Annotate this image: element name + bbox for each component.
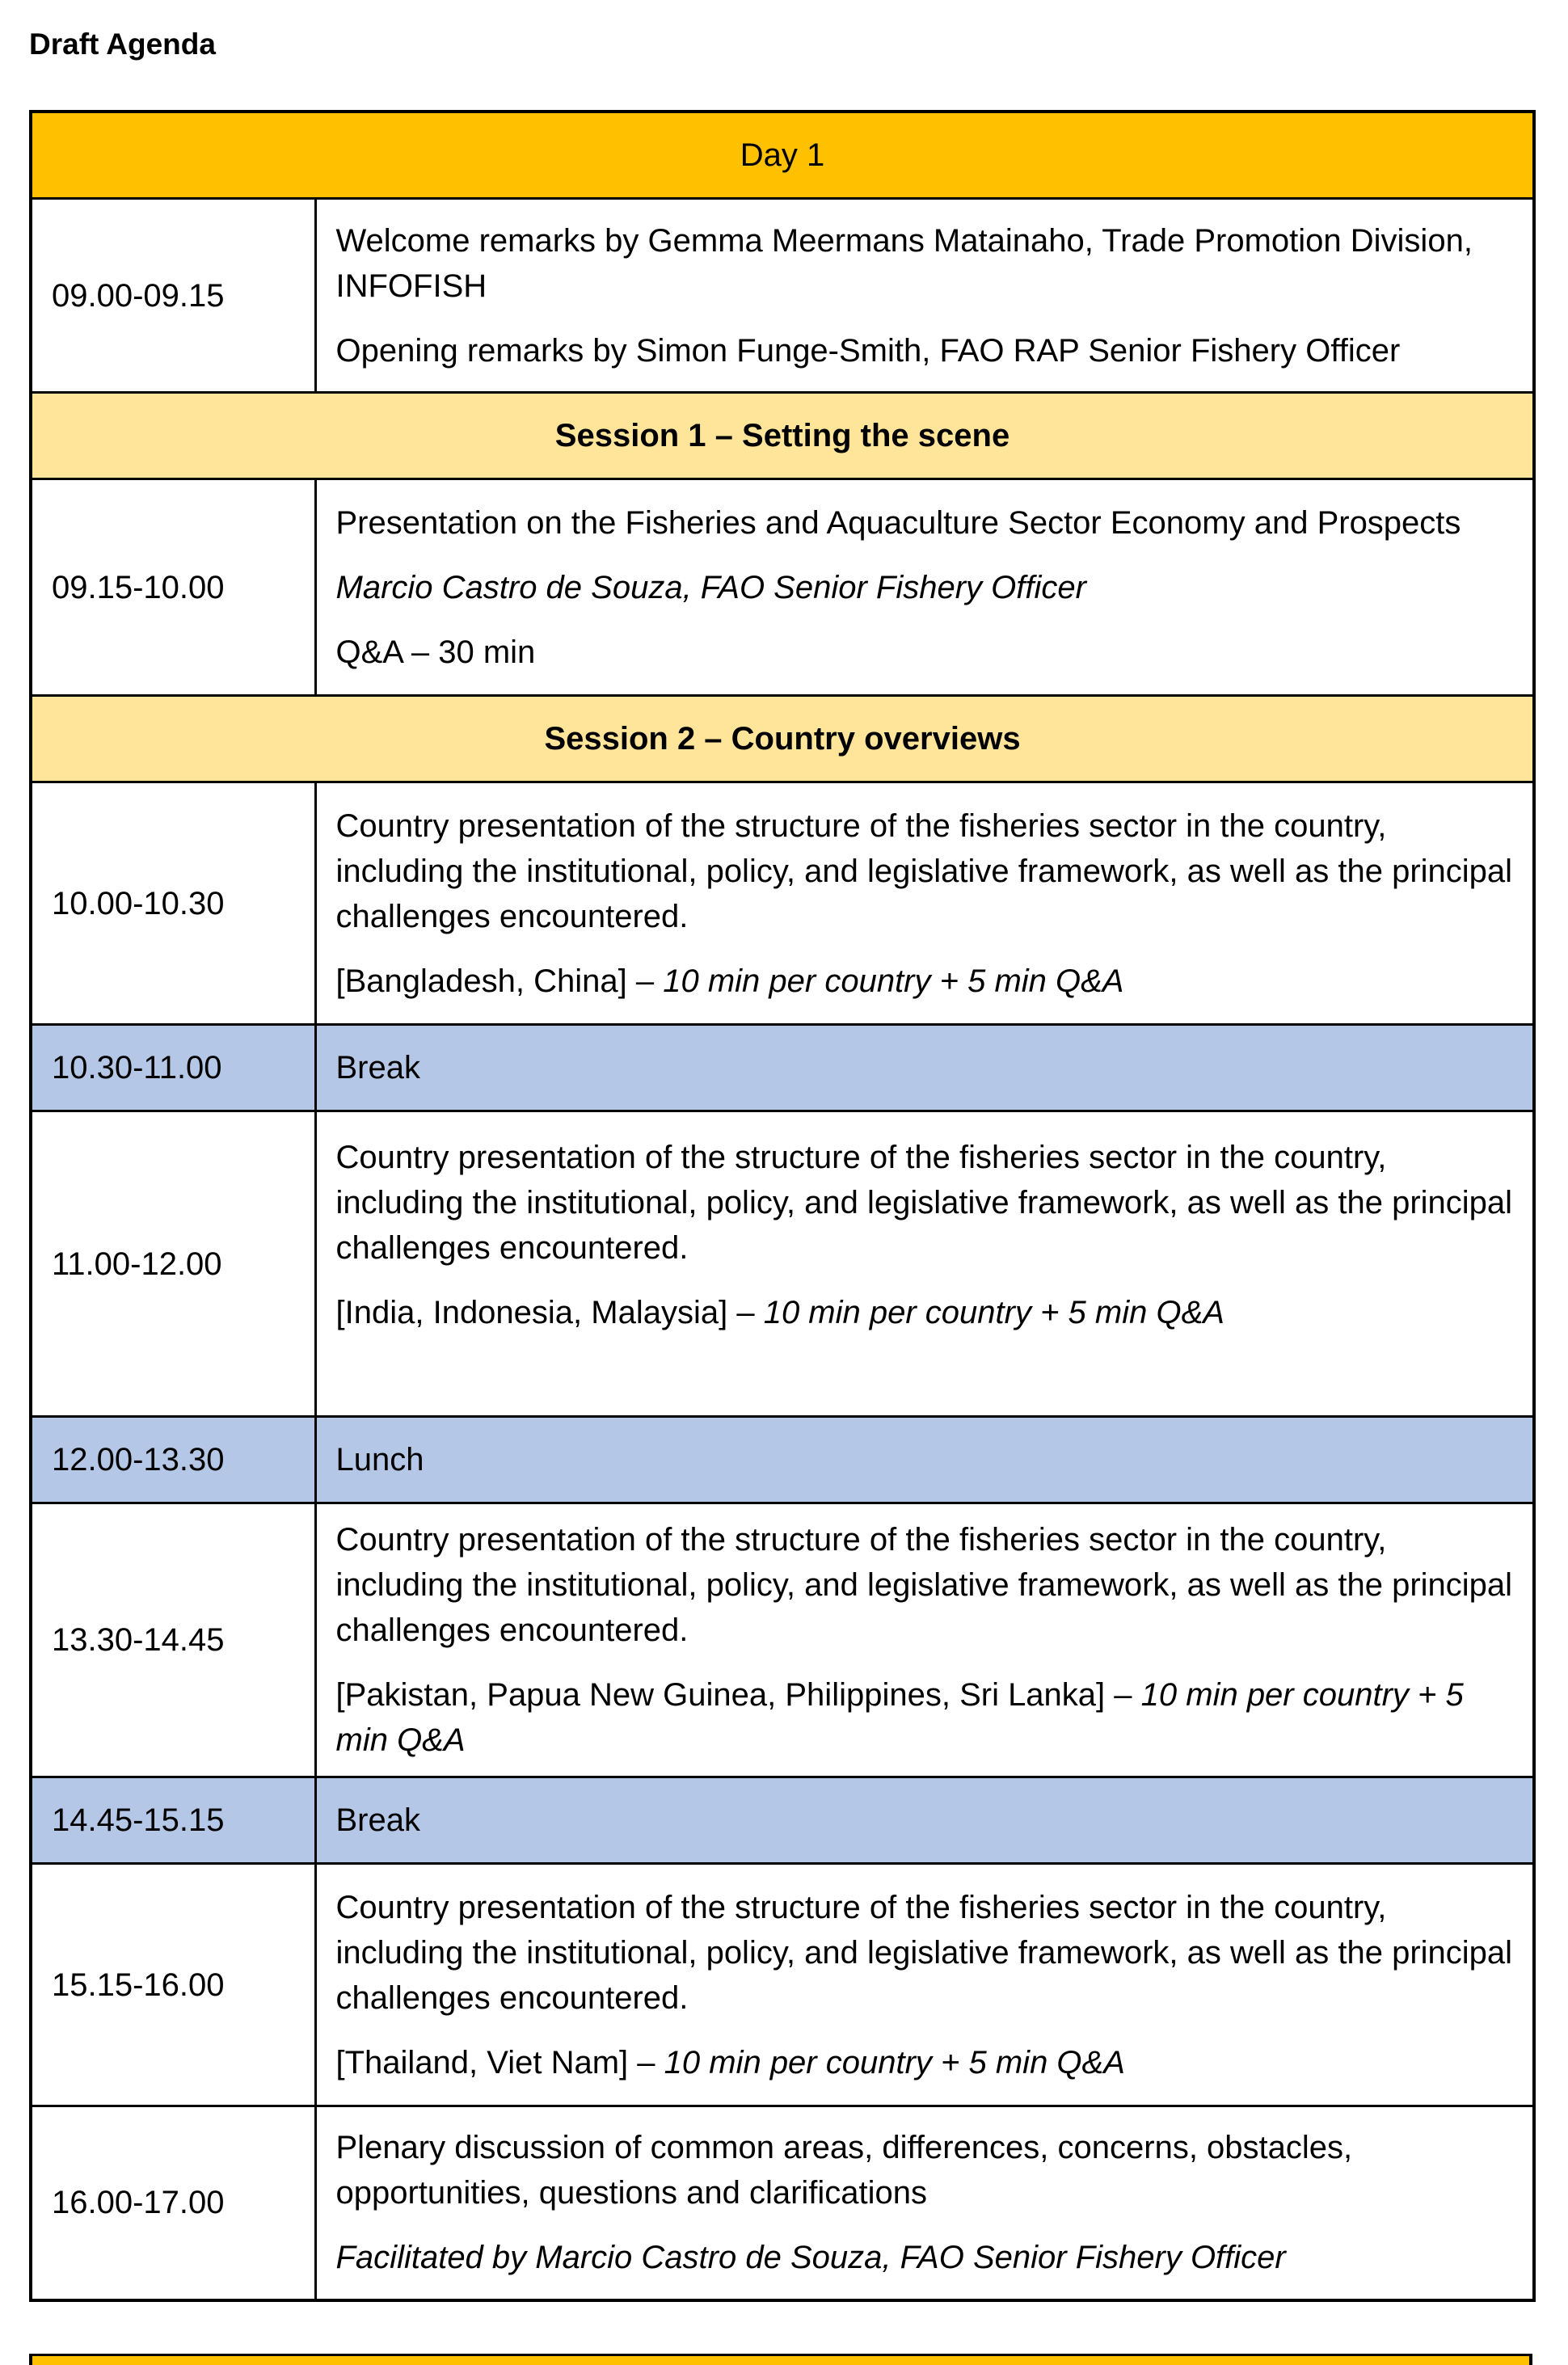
welcome-remarks: Welcome remarks by Gemma Meermans Matainaho, Trade Promotion Division, INFOFISH <box>335 222 1473 304</box>
content-cell <box>315 2106 1534 2300</box>
country-list <box>336 959 1514 1004</box>
time-cell: 09.00-09.15 <box>31 199 315 393</box>
content-cell <box>315 199 1534 393</box>
country-list <box>336 2040 1514 2085</box>
country-list <box>336 1672 1514 1763</box>
timing: 10 min per country + 5 min Q&A <box>663 963 1124 999</box>
agenda-table <box>29 110 1536 2302</box>
session-header-row <box>31 393 1534 479</box>
time-cell: 11.00-12.00 <box>31 1111 315 1417</box>
time-cell: 15.15-16.00 <box>31 1864 315 2106</box>
session-description: Country presentation of the structure of the fisheries sector in the country, including the institutional, policy, and legislative framework, as well as the principal challenges encountered. <box>335 1889 1513 2016</box>
timing: 10 min per country + 5 min Q&A <box>335 1677 1464 1758</box>
time-cell: 16.00-17.00 <box>31 2106 315 2300</box>
day-header-row <box>31 112 1534 199</box>
agenda-row <box>31 1864 1534 2106</box>
time-cell: 12.00-13.30 <box>31 1417 315 1503</box>
session-title: Session 1 – Setting the scene <box>31 393 1534 479</box>
lunch-row <box>31 1417 1534 1503</box>
qa-duration: Q&A – 30 min <box>335 634 536 670</box>
agenda-row <box>31 1503 1534 1777</box>
countries: [Bangladesh, China] – <box>335 963 664 999</box>
day-label: Day 1 <box>31 112 1534 199</box>
session-title: Session 2 – Country overviews <box>31 696 1534 782</box>
time-cell: 13.30-14.45 <box>31 1503 315 1777</box>
presenter: Marcio Castro de Souza, FAO Senior Fishery Officer <box>335 569 1086 605</box>
agenda-row <box>31 2106 1534 2300</box>
content-cell <box>315 1503 1534 1777</box>
time-cell: 10.00-10.30 <box>31 782 315 1025</box>
agenda-row <box>31 199 1534 393</box>
agenda-row <box>31 782 1534 1025</box>
country-list <box>336 1290 1514 1335</box>
break-label: Break <box>315 1777 1534 1864</box>
countries: [Thailand, Viet Nam] – <box>335 2044 664 2080</box>
session-description: Country presentation of the structure of the fisheries sector in the country, including the institutional, policy, and legislative framework, as well as the principal challenges encountered. <box>335 1522 1513 1648</box>
session-description: Country presentation of the structure of the fisheries sector in the country, including the institutional, policy, and legislative framework, as well as the principal challenges encountered. <box>335 807 1513 934</box>
countries: [India, Indonesia, Malaysia] – <box>335 1295 764 1330</box>
content-cell <box>315 782 1534 1025</box>
time-cell: 09.15-10.00 <box>31 479 315 696</box>
session-description: Country presentation of the structure of the fisheries sector in the country, including the institutional, policy, and legislative framework, as well as the principal challenges encountered. <box>335 1140 1513 1266</box>
break-row <box>31 1025 1534 1111</box>
agenda-row <box>31 479 1534 696</box>
opening-remarks: Opening remarks by Simon Funge-Smith, FAO RAP Senior Fishery Officer <box>335 332 1401 369</box>
time-cell: 14.45-15.15 <box>31 1777 315 1864</box>
timing: 10 min per country + 5 min Q&A <box>664 2044 1125 2080</box>
page-title: Draft Agenda <box>29 27 216 61</box>
next-day-header-edge <box>29 2354 1532 2365</box>
content-cell <box>315 479 1534 696</box>
break-row <box>31 1777 1534 1864</box>
facilitator: Facilitated by Marcio Castro de Souza, FAO Senior Fishery Officer <box>335 2240 1286 2276</box>
session-header-row <box>31 696 1534 782</box>
agenda-row <box>31 1111 1534 1417</box>
time-cell: 10.30-11.00 <box>31 1025 315 1111</box>
plenary-discussion: Plenary discussion of common areas, differences, concerns, obstacles, opportunities, questions and clarifications <box>335 2130 1353 2211</box>
break-label: Break <box>315 1025 1534 1111</box>
timing: 10 min per country + 5 min Q&A <box>763 1295 1224 1330</box>
countries: [Pakistan, Papua New Guinea, Philippines, Sri Lanka] – <box>335 1677 1141 1713</box>
lunch-label: Lunch <box>315 1417 1534 1503</box>
content-cell <box>315 1864 1534 2106</box>
content-cell <box>315 1111 1534 1417</box>
presentation-title: Presentation on the Fisheries and Aquaculture Sector Economy and Prospects <box>335 504 1461 541</box>
